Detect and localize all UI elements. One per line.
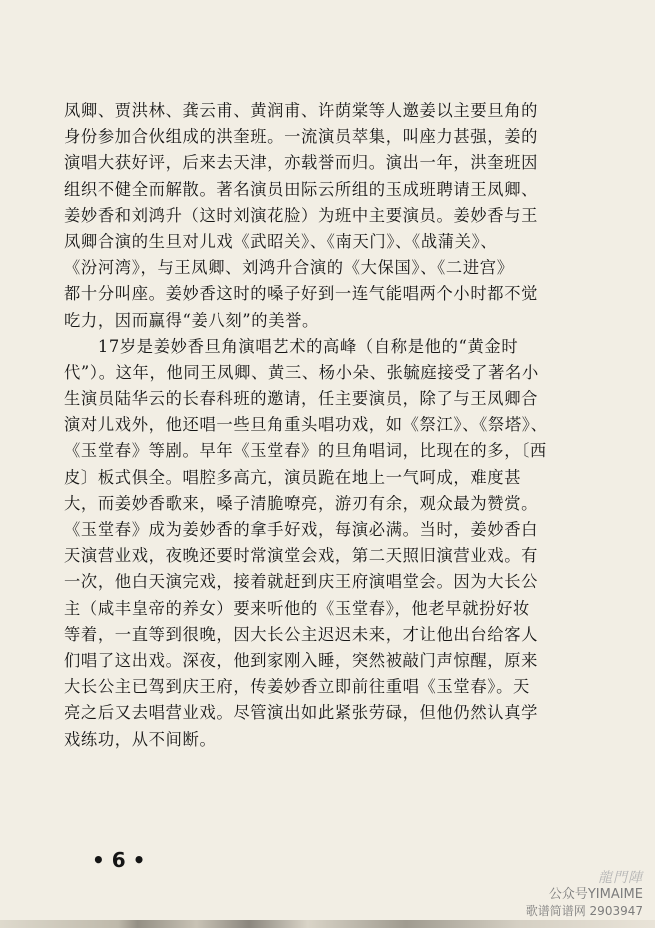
text-line: 姜妙香和刘鸿升（这时刘演花脸）为班中主要演员。姜妙香与王 — [64, 205, 539, 225]
watermark-logo: 龍門陣 — [598, 870, 643, 886]
text-line: 演对儿戏外，他还唱一些旦角重头唱功戏，如《祭江》、《祭塔》、 — [64, 415, 548, 435]
text-line: 大，而姜妙香歌来，嗓子清脆嘹亮，游刃有余，观众最为赞赏。 — [64, 493, 539, 513]
text-line: 身份参加合伙组成的洪奎班。一流演员萃集，叫座力甚强，姜的 — [64, 127, 539, 147]
text-line: 17岁是姜妙香旦角演唱艺术的高峰（自称是他的“黄金时 — [64, 336, 519, 356]
text-line: 大长公主已驾到庆王府，传姜妙香立即前往重唱《玉堂春》。天 — [64, 677, 530, 697]
text-line: 主（咸丰皇帝的养女）要来听他的《玉堂春》，他老早就扮好妆 — [64, 598, 530, 618]
text-line: 组织不健全而解散。著名演员田际云所组的玉成班聘请王凤卿、 — [64, 179, 539, 199]
text-line: 等着，一直等到很晚，因大长公主迟迟未来，才让他出台给客人 — [64, 624, 539, 644]
text-line: 一次，他白天演完戏，接着就赶到庆王府演唱堂会。因为大长公 — [64, 572, 539, 592]
text-line: 们唱了这出戏。深夜，他到家刚入睡，突然被敲门声惊醒，原来 — [64, 650, 539, 670]
body-text — [64, 98, 602, 753]
text-line: 凤卿、贾洪林、龚云甫、黄润甫、许荫棠等人邀姜以主要旦角的 — [64, 101, 539, 120]
text-line: 《玉堂春》成为姜妙香的拿手好戏，每演必满。当时，姜妙香白 — [64, 520, 539, 539]
watermark-site: 歌谱简谱网 2903947 — [525, 904, 643, 918]
text-line: 《玉堂春》等剧。早年《玉堂春》的旦角唱词，比现在的多，〔西 — [64, 441, 547, 461]
scan-artifact-strip — [0, 920, 655, 928]
watermark-account: 公众号YIMAIME — [548, 887, 643, 902]
text-line: 都十分叫座。姜妙香这时的嗓子好到一连气能唱两个小时都不觉 — [64, 284, 539, 304]
text-line: 代”）。这年，他同王凤卿、黄三、杨小朵、张毓庭接受了著名小 — [64, 362, 539, 382]
text-line: 凤卿合演的生旦对儿戏《武昭关》、《南天门》、《战蒲关》、 — [64, 231, 498, 251]
text-line: 戏练功，从不间断。 — [64, 729, 217, 749]
text-line: 天演营业戏，夜晚还要时常演堂会戏，第二天照旧演营业戏。有 — [64, 546, 539, 566]
text-line: 生演员陆华云的长春科班的邀请，任主要演员，除了与王凤卿合 — [64, 389, 539, 409]
text-line: 皮〕板式俱全。唱腔多高亢，演员跪在地上一气呵成，难度甚 — [64, 467, 522, 487]
text-line: 亮之后又去唱营业戏。尽管演出如此紧张劳碌，但他仍然认真学 — [64, 703, 539, 723]
text-line: 吃力，因而赢得“姜八刻”的美誉。 — [64, 310, 319, 330]
page-number: • 6 • — [92, 848, 146, 872]
text-line: 演唱大获好评，后来去天津，亦载誉而归。演出一年，洪奎班因 — [64, 153, 539, 173]
text-line: 《汾河湾》，与王凤卿、刘鸿升合演的《大保国》、《二进宫》 — [64, 258, 514, 278]
